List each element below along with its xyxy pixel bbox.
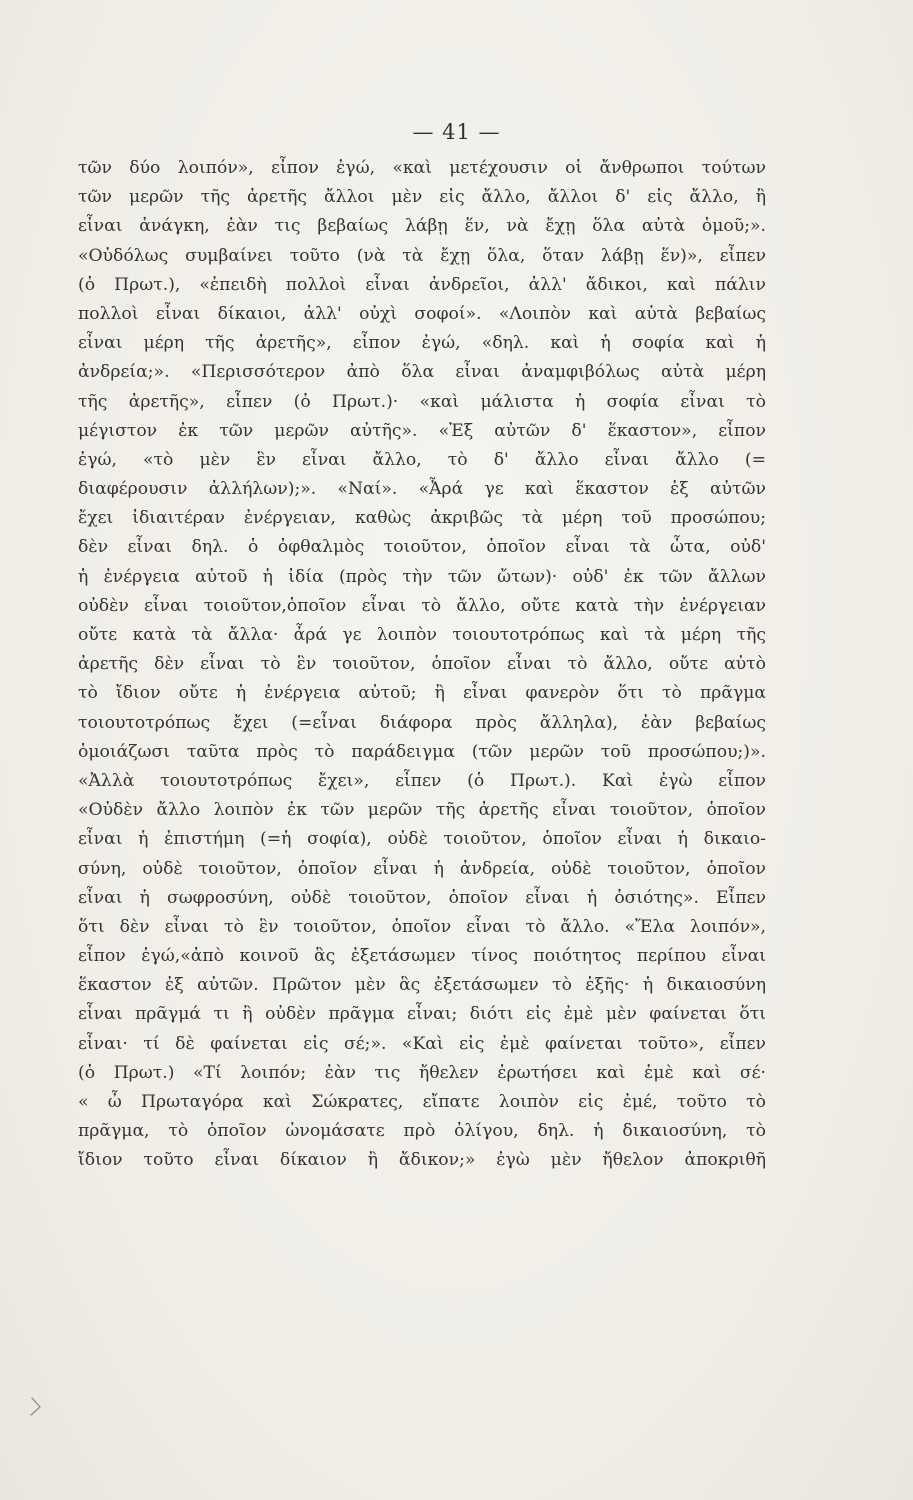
- text-line: ἴδιον τοῦτο εἶναι δίκαιον ἢ ἄδικον;» ἐγὼ μὲν ἤθελον ἀποκριθῆ: [78, 1150, 766, 1171]
- text-line: (ὁ Πρωτ.) «Τί λοιπόν; ἐὰν τις ἤθελεν ἐρωτήσει καὶ ἐμὲ καὶ σέ·: [78, 1062, 766, 1083]
- text-line: δὲν εἶναι δηλ. ὁ ὀφθαλμὸς τοιοῦτον, ὁποῖον εἶναι τὰ ὦτα, οὐδ': [78, 537, 766, 558]
- text-line: «Οὐδὲν ἄλλο λοιπὸν ἐκ τῶν μερῶν τῆς ἀρετῆς εἶναι τοιοῦτον, ὁποῖον: [78, 800, 766, 821]
- text-line: διαφέρουσιν ἀλλήλων);». «Ναί». «Ἆρά γε καὶ ἕκαστον ἐξ αὐτῶν: [78, 479, 766, 500]
- text-line: ἀνδρεία;». «Περισσότερον ἀπὸ ὅλα εἶναι ἀναμφιβόλως αὐτὰ μέρη: [78, 362, 766, 383]
- text-line: εἶπον ἐγώ,«ἀπὸ κοινοῦ ἃς ἐξετάσωμεν τίνος ποιότητος περίπου εἶναι: [78, 946, 766, 967]
- text-line: ἀρετῆς δὲν εἶναι τὸ ἓν τοιοῦτον, ὁποῖον εἶναι τὸ ἄλλο, οὔτε αὐτὸ: [78, 654, 766, 675]
- text-line: πρᾶγμα, τὸ ὁποῖον ὠνομάσατε πρὸ ὀλίγου, δηλ. ἡ δικαιοσύνη, τὸ: [78, 1121, 766, 1142]
- text-line: ὅτι δὲν εἶναι τὸ ἓν τοιοῦτον, ὁποῖον εἶναι τὸ ἄλλο. «Ἔλα λοιπόν»,: [78, 916, 766, 937]
- text-line: οὔτε κατὰ τὰ ἄλλα· ἆρά γε λοιπὸν τοιουτοτρόπως καὶ τὰ μέρη τῆς: [78, 625, 766, 645]
- text-line: «Οὐδόλως συμβαίνει τοῦτο (νὰ τὰ ἔχῃ ὅλα, ὅταν λάβῃ ἕν)», εἶπεν: [78, 245, 766, 266]
- text-line: τῶν δύο λοιπόν», εἶπον ἐγώ, «καὶ μετέχουσιν οἱ ἄνθρωποι τούτων: [78, 158, 766, 178]
- text-line: « ὦ Πρωταγόρα καὶ Σώκρατες, εἴπατε λοιπὸν εἰς ἐμέ, τοῦτο τὸ: [78, 1092, 766, 1112]
- text-line: τῆς ἀρετῆς», εἶπεν (ὁ Πρωτ.)· «καὶ μάλιστα ἡ σοφία εἶναι τὸ: [78, 391, 766, 412]
- page-number: — 41 —: [412, 120, 501, 144]
- text-line: τοιουτοτρόπως ἔχει (=εἶναι διάφορα πρὸς ἄλληλα), ἐὰν βεβαίως: [78, 712, 766, 733]
- text-line: (ὁ Πρωτ.), «ἐπειδὴ πολλοὶ εἶναι ἀνδρεῖοι, ἀλλ' ἄδικοι, καὶ πάλιν: [78, 274, 766, 295]
- text-line: πολλοὶ εἶναι δίκαιοι, ἀλλ' οὐχὶ σοφοί». «Λοιπὸν καὶ αὐτὰ βεβαίως: [78, 303, 766, 324]
- text-line: εἶναι πρᾶγμά τι ἢ οὐδὲν πρᾶγμα εἶναι; διότι εἰς ἐμὲ μὲν φαίνεται ὅτι: [78, 1004, 766, 1025]
- text-line: εἶναι· τί δὲ φαίνεται εἰς σέ;». «Καὶ εἰς ἐμὲ φαίνεται τοῦτο», εἶπεν: [78, 1033, 766, 1054]
- text-line: ἐγώ, «τὸ μὲν ἓν εἶναι ἄλλο, τὸ δ' ἄλλο εἶναι ἄλλο (=: [78, 449, 766, 470]
- text-line: ἕκαστον ἐξ αὐτῶν. Πρῶτον μὲν ἃς ἐξετάσωμεν τὸ ἑξῆς· ἡ δικαιοσύνη: [78, 975, 766, 996]
- text-line: τῶν μερῶν τῆς ἀρετῆς ἄλλοι μὲν εἰς ἄλλο, ἄλλοι δ' εἰς ἄλλο, ἢ: [78, 187, 766, 208]
- text-line: εἶναι μέρη τῆς ἀρετῆς», εἶπον ἐγώ, «δηλ. καὶ ἡ σοφία καὶ ἡ: [78, 333, 766, 354]
- text-line: ἡ ἐνέργεια αὐτοῦ ἡ ἰδία (πρὸς τὴν τῶν ὤτων)· οὐδ' ἐκ τῶν ἄλλων: [78, 566, 766, 587]
- text-line: τὸ ἴδιον οὔτε ἡ ἐνέργεια αὐτοῦ; ἢ εἶναι φανερὸν ὅτι τὸ πρᾶγμα: [78, 683, 766, 704]
- text-line: μέγιστον ἐκ τῶν μερῶν αὐτῆς». «Ἐξ αὐτῶν δ' ἕκαστον», εἶπον: [78, 420, 766, 441]
- text-line: εἶναι ἡ ἐπιστήμη (=ἡ σοφία), οὐδὲ τοιοῦτον, ὁποῖον εἶναι ἡ δικαιο-: [78, 829, 766, 850]
- body-text: [78, 154, 766, 1176]
- text-line: ἔχει ἰδιαιτέραν ἐνέργειαν, καθὼς ἀκριβῶς τὰ μέρη τοῦ προσώπου;: [78, 508, 766, 529]
- text-line: εἶναι ἡ σωφροσύνη, οὐδὲ τοιοῦτον, ὁποῖον εἶναι ἡ ὁσιότης». Εἶπεν: [78, 887, 766, 908]
- text-line: ὁμοιάζωσι ταῦτα πρὸς τὸ παράδειγμα (τῶν μερῶν τοῦ προσώπου;)».: [78, 741, 766, 762]
- text-line: εἶναι ἀνάγκη, ἐὰν τις βεβαίως λάβῃ ἕν, νὰ ἔχῃ ὅλα αὐτὰ ὁμοῦ;».: [78, 216, 766, 237]
- text-line: σύνη, οὐδὲ τοιοῦτον, ὁποῖον εἶναι ἡ ἀνδρεία, οὐδὲ τοιοῦτον, ὁποῖον: [78, 858, 766, 879]
- margin-pencil-mark: [28, 1395, 50, 1417]
- text-line: οὐδὲν εἶναι τοιοῦτον,ὁποῖον εἶναι τὸ ἄλλο, οὔτε κατὰ τὴν ἐνέργειαν: [78, 595, 766, 616]
- text-line: «Ἀλλὰ τοιουτοτρόπως ἔχει», εἶπεν (ὁ Πρωτ.). Καὶ ἐγὼ εἶπον: [78, 770, 766, 791]
